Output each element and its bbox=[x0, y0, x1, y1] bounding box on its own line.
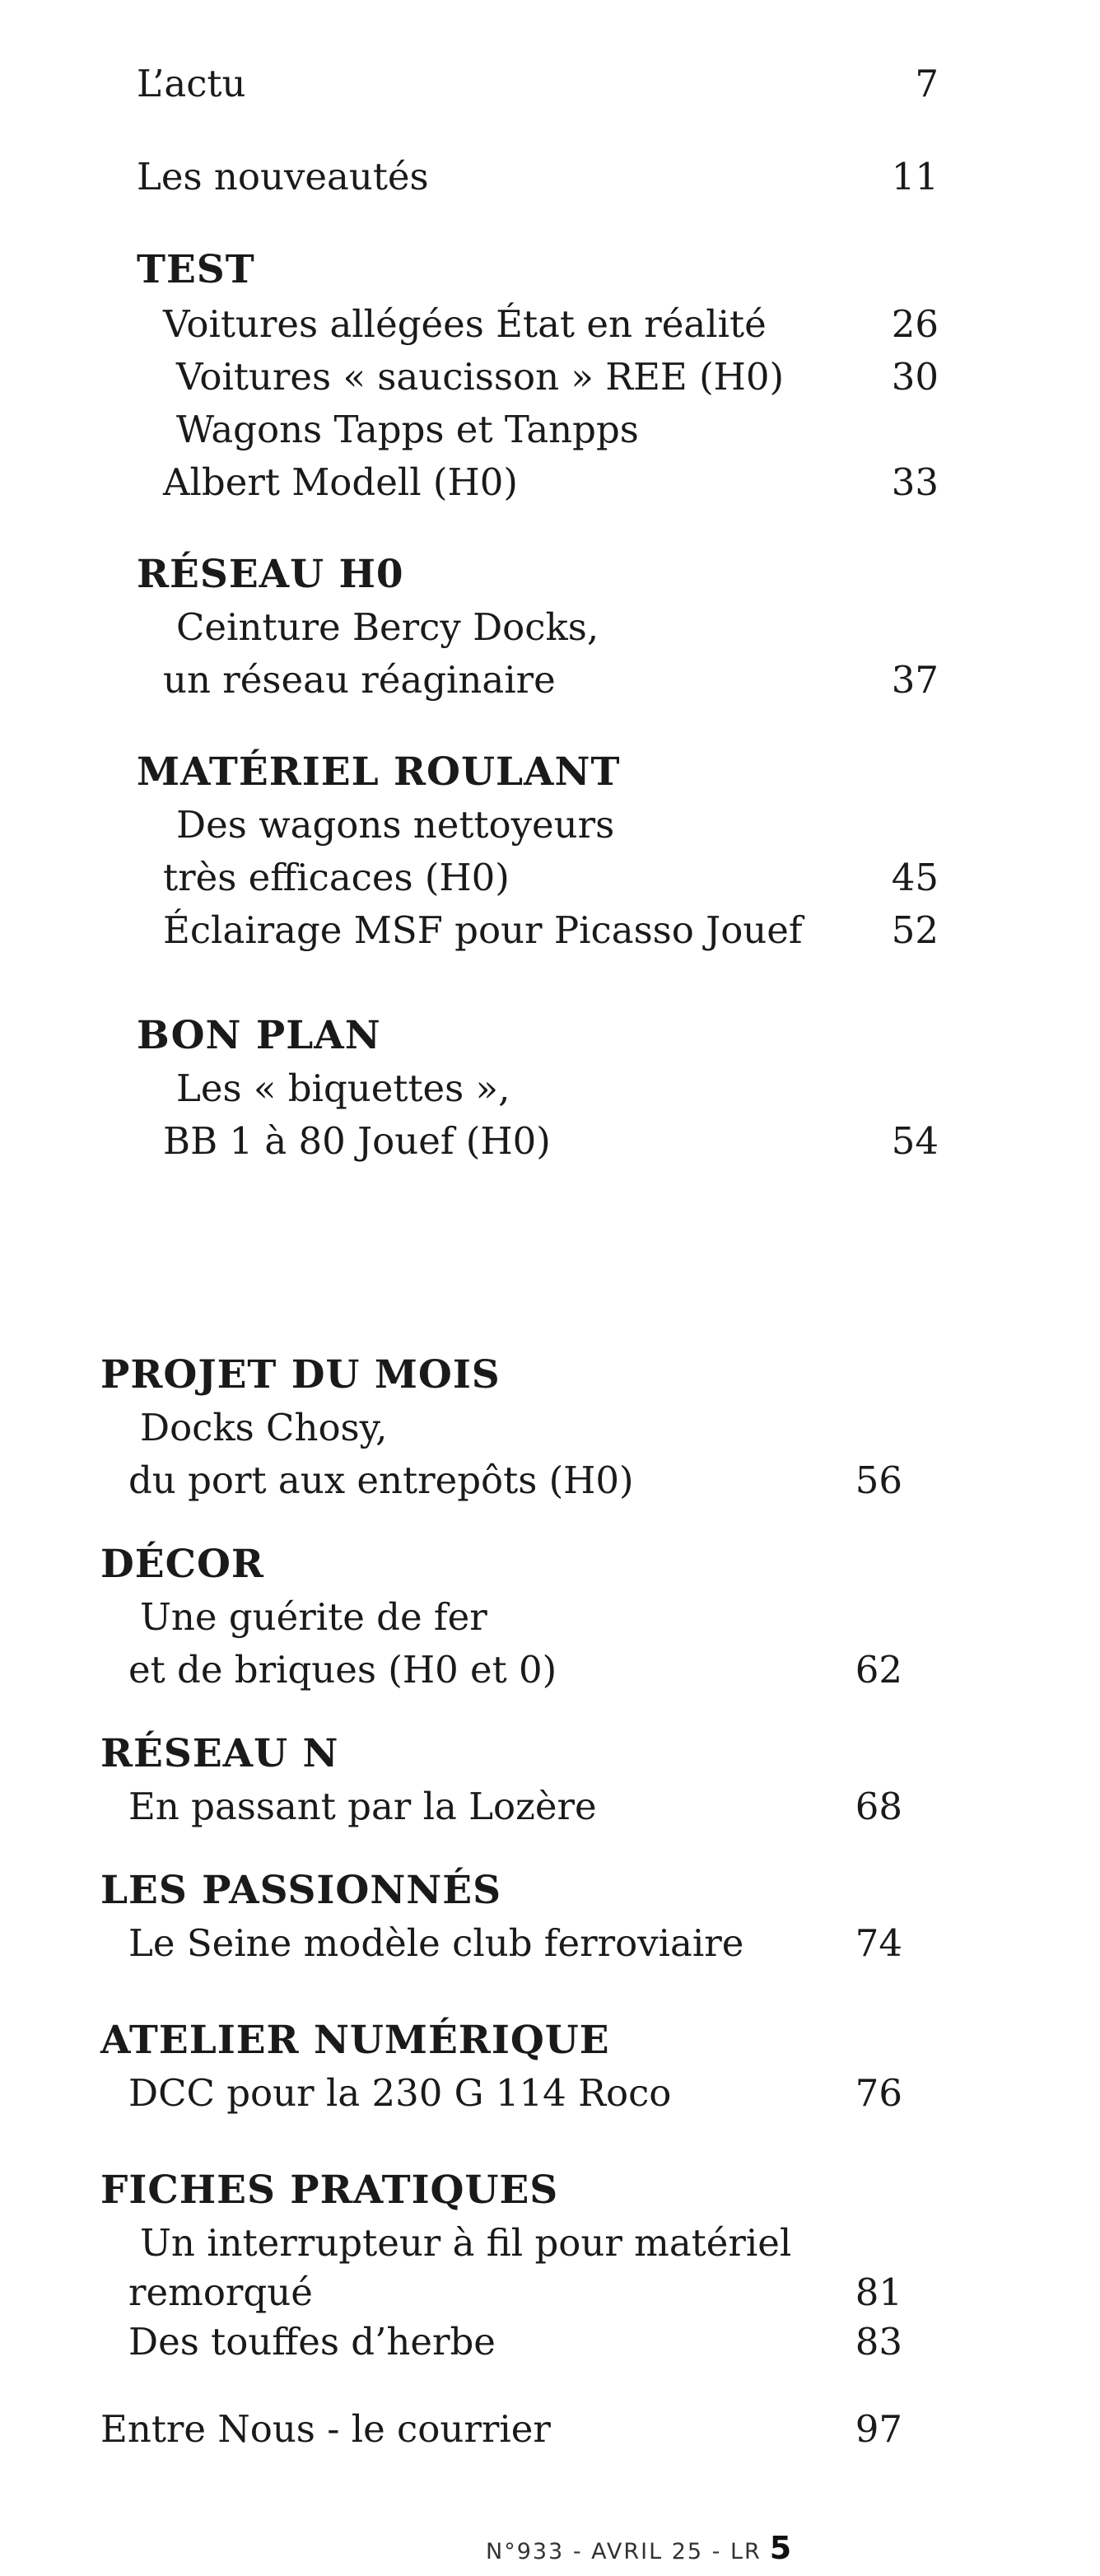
toc-item-page: 81 bbox=[855, 2270, 902, 2314]
toc-item-title: Voitures allégées État en réalité bbox=[163, 302, 767, 346]
toc-item-page: 62 bbox=[855, 1648, 902, 1692]
toc-item-title: Voitures « saucisson » REE (H0) bbox=[176, 355, 785, 399]
toc-item-page: 54 bbox=[891, 1119, 939, 1163]
toc-entry-actu-title: L’actu bbox=[137, 62, 246, 105]
toc-item-title: Éclairage MSF pour Picasso Jouef bbox=[163, 908, 803, 952]
toc-item-title: En passant par la Lozère bbox=[128, 1785, 597, 1828]
toc-item-title-cont: BB 1 à 80 Jouef (H0) bbox=[163, 1119, 551, 1163]
toc-entry-courrier-page: 97 bbox=[855, 2407, 902, 2451]
section-heading-reseau-n: RÉSEAU N bbox=[100, 1731, 339, 1776]
toc-item-title: Une guérite de fer bbox=[140, 1595, 487, 1639]
toc-item-title: Un interrupteur à fil pour matériel bbox=[140, 2221, 792, 2265]
toc-item-title-cont: du port aux entrepôts (H0) bbox=[128, 1458, 634, 1502]
section-heading-projet-du-mois: PROJET DU MOIS bbox=[100, 1352, 501, 1398]
toc-item-page: 33 bbox=[891, 460, 939, 504]
toc-item-page: 52 bbox=[891, 908, 939, 952]
toc-item-title-cont: un réseau réaginaire bbox=[163, 658, 556, 702]
page-footer bbox=[486, 2532, 791, 2569]
toc-item-title: DCC pour la 230 G 114 Roco bbox=[128, 2071, 672, 2115]
toc-item-page: 26 bbox=[891, 302, 939, 346]
toc-item-page: 30 bbox=[891, 355, 939, 399]
toc-item-page: 56 bbox=[855, 1458, 902, 1502]
footer-page-number: 5 bbox=[769, 2530, 792, 2566]
toc-item-title: Docks Chosy, bbox=[140, 1406, 388, 1449]
toc-item-title: Le Seine modèle club ferroviaire bbox=[128, 1921, 744, 1965]
toc-item-title: Les « biquettes », bbox=[176, 1066, 510, 1110]
toc-item-page: 68 bbox=[855, 1785, 902, 1828]
section-heading-fiches-pratiques: FICHES PRATIQUES bbox=[100, 2168, 559, 2213]
toc-item-title-cont: très efficaces (H0) bbox=[163, 856, 510, 899]
toc-item-title: Ceinture Bercy Docks, bbox=[176, 605, 599, 649]
toc-item-title: Wagons Tapps et Tanpps bbox=[176, 408, 639, 451]
toc-entry-actu-page: 7 bbox=[915, 62, 939, 105]
section-heading-test: TEST bbox=[137, 247, 255, 292]
toc-item-title: Des touffes d’herbe bbox=[128, 2320, 496, 2364]
section-heading-atelier-numerique: ATELIER NUMÉRIQUE bbox=[100, 2018, 610, 2063]
section-heading-decor: DÉCOR bbox=[100, 1542, 264, 1587]
toc-item-page: 83 bbox=[855, 2320, 902, 2364]
section-heading-bon-plan: BON PLAN bbox=[137, 1013, 381, 1058]
toc-item-page: 76 bbox=[855, 2071, 902, 2115]
toc-entry-nouveautes-title: Les nouveautés bbox=[137, 155, 429, 198]
toc-entry-courrier-title: Entre Nous - le courrier bbox=[100, 2407, 551, 2451]
toc-item-title: Des wagons nettoyeurs bbox=[176, 803, 615, 847]
toc-item-page: 74 bbox=[855, 1921, 902, 1965]
toc-item-title-cont: Albert Modell (H0) bbox=[163, 460, 518, 504]
section-heading-materiel-roulant: MATÉRIEL ROULANT bbox=[137, 749, 621, 795]
footer-issue: N°933 - AVRIL 25 - LR bbox=[486, 2539, 762, 2564]
toc-item-title-cont: et de briques (H0 et 0) bbox=[128, 1648, 557, 1692]
section-heading-passionnes: LES PASSIONNÉS bbox=[100, 1868, 502, 1913]
toc-item-page: 45 bbox=[891, 856, 939, 899]
toc-item-page: 37 bbox=[891, 658, 939, 702]
section-heading-reseau-h0: RÉSEAU H0 bbox=[137, 552, 404, 597]
toc-entry-nouveautes-page: 11 bbox=[891, 155, 939, 198]
toc-item-title-cont: remorqué bbox=[128, 2270, 313, 2314]
